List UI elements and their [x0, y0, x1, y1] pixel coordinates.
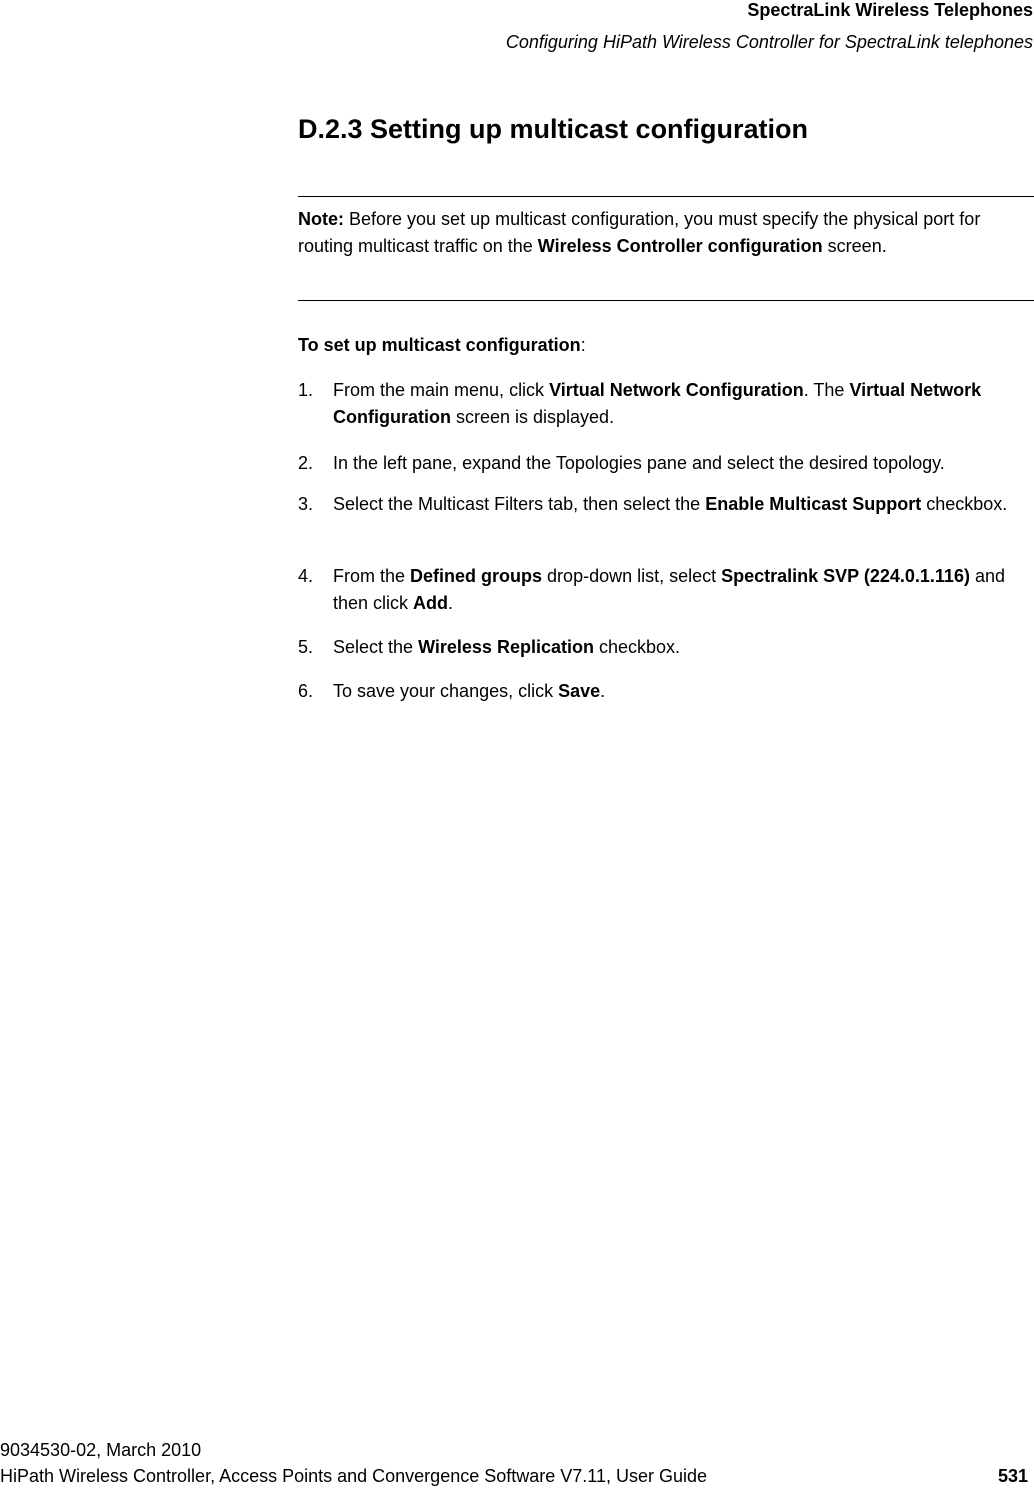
step-text: and then click: [333, 566, 1005, 613]
step-bold: Add: [413, 593, 449, 613]
step-6: [298, 678, 1034, 705]
procedure-title-text: To set up multicast configuration: [298, 335, 581, 355]
step-bold: Spectralink SVP (224.0.1.116): [721, 566, 970, 586]
step-text: In the left pane, expand the Topologies pane and select the desired topology.: [333, 453, 945, 473]
note-box: [298, 206, 1028, 260]
step-text: .: [600, 681, 606, 701]
step-text: From the main menu, click: [333, 380, 550, 400]
step-text: checkbox.: [921, 494, 1008, 514]
procedure-title-colon: :: [580, 335, 586, 355]
footer-guide-title: HiPath Wireless Controller, Access Points and Convergence Software V7.11, User Guide: [0, 1466, 708, 1486]
page-number: 531: [997, 1466, 1028, 1486]
step-text: . The: [803, 380, 850, 400]
section-heading: D.2.3 Setting up multicast configuration: [298, 114, 809, 144]
step-bold: Defined groups: [410, 566, 543, 586]
note-top-rule: [298, 196, 1034, 197]
step-1: [298, 377, 1034, 431]
step-2: [298, 450, 1034, 477]
step-text: screen is displayed.: [450, 407, 615, 427]
note-text-2: screen.: [822, 236, 887, 256]
note-label: Note:: [298, 209, 344, 229]
note-bold-1: Wireless Controller configuration: [537, 236, 823, 256]
step-bold: Enable Multicast Support: [705, 494, 922, 514]
step-text: Select the: [333, 637, 419, 657]
step-5: [298, 634, 1034, 661]
step-text: From the: [333, 566, 411, 586]
step-text: Select the Multicast Filters tab, then select the: [333, 494, 706, 514]
step-text: To save your changes, click: [333, 681, 559, 701]
header-subtitle: Configuring HiPath Wireless Controller for SpectraLink telephones: [505, 32, 1033, 52]
note-bottom-rule: [298, 300, 1034, 301]
step-text: .: [448, 593, 454, 613]
step-bold: Save: [558, 681, 601, 701]
step-bold: Wireless Replication: [418, 637, 594, 657]
step-text: drop-down list, select: [542, 566, 722, 586]
footer-doc-id: 9034530-02, March 2010: [0, 1440, 202, 1460]
header-title: SpectraLink Wireless Telephones: [747, 0, 1033, 20]
step-number: 4.: [298, 566, 314, 586]
step-bold: Virtual Network Configuration: [333, 380, 982, 427]
procedure-title: [298, 335, 586, 356]
step-text: checkbox.: [593, 637, 681, 657]
step-number: 6.: [298, 681, 314, 701]
note-text-1: Before you set up multicast configuration, you must specify the physical port for routing multicast traffic on the: [298, 209, 981, 256]
step-number: 2.: [298, 453, 314, 473]
step-4: [298, 563, 1034, 617]
step-bold: Virtual Network Configuration: [549, 380, 804, 400]
step-number: 1.: [298, 380, 314, 400]
step-number: 3.: [298, 494, 314, 514]
step-number: 5.: [298, 637, 314, 657]
step-3: [298, 491, 1034, 518]
